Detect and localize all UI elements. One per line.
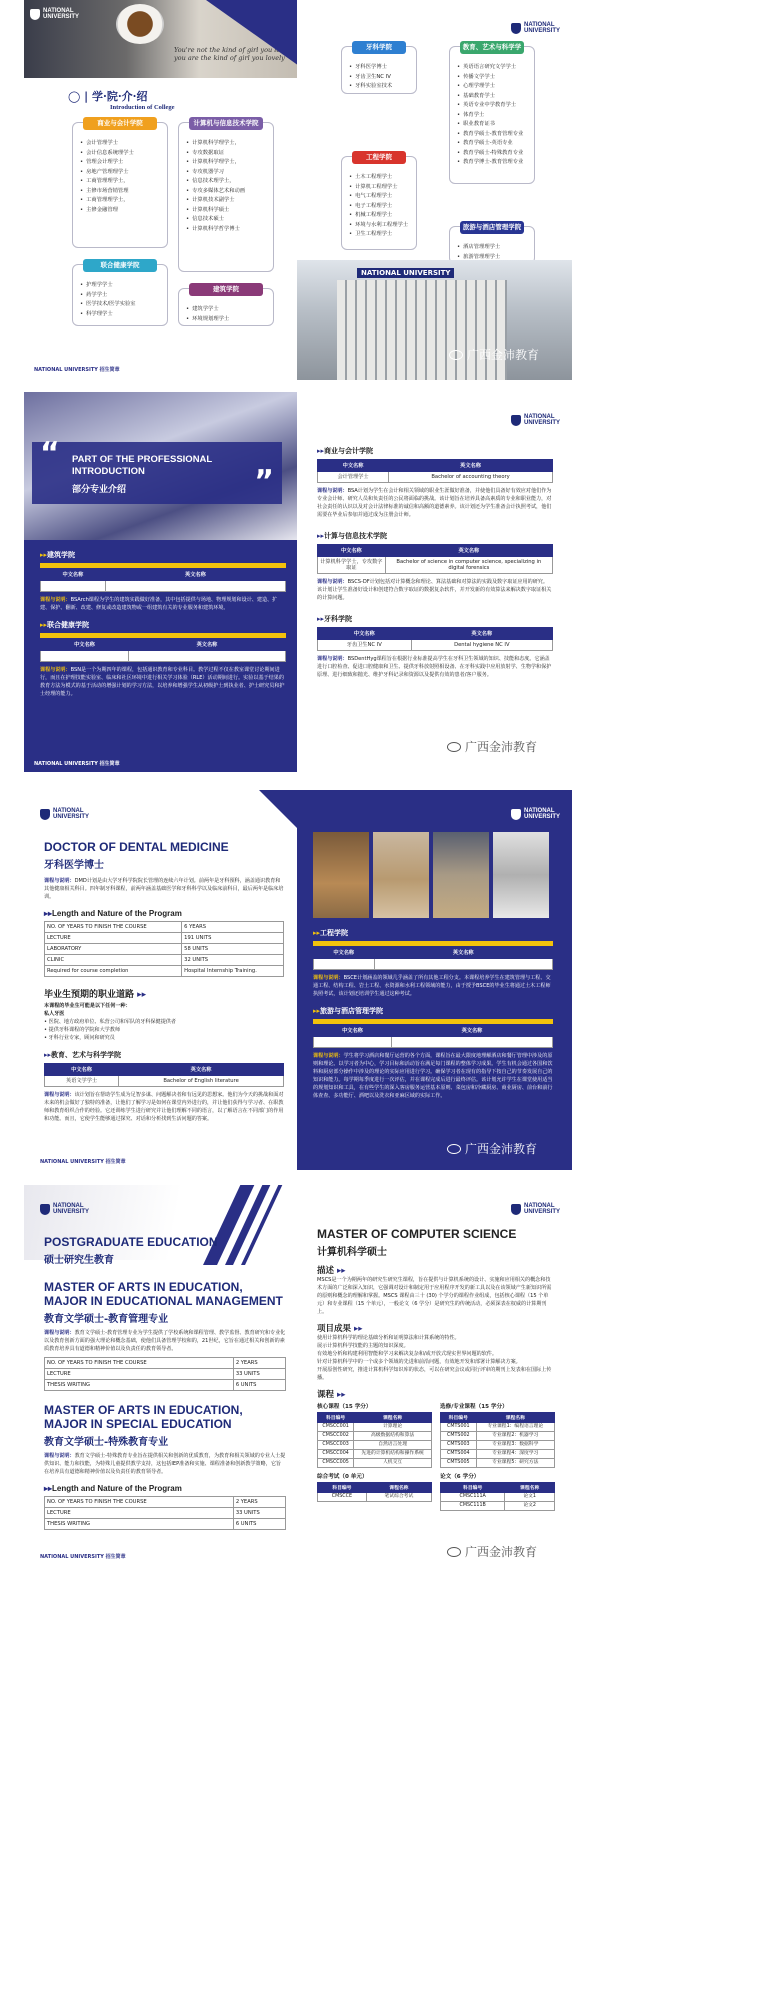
list-item: • 牙科行业专家，顾问和研究员	[44, 1035, 115, 1041]
list-item: • 会计管理学士	[80, 139, 160, 149]
table-cell: 自然语言处理	[354, 1441, 432, 1450]
list-item: • 酒店管理理学士	[457, 243, 527, 253]
watermark: 广西金沛教育	[447, 1543, 537, 1560]
quote-open-icon: “	[40, 436, 60, 471]
page-majors-1	[297, 392, 572, 772]
ma1-title-cn: 教育文学硕士-教育管理专业	[44, 1314, 169, 1325]
dental-head: ▸▸ 牙科学院	[317, 614, 553, 624]
ma2-title-en: MASTER OF ARTS IN EDUCATION, MAJOR IN SPECIAL EDUCATION	[44, 1403, 243, 1431]
list-item: • 护理学学士	[80, 281, 160, 291]
table-cell: LABORATORY	[45, 944, 182, 955]
table-row	[441, 1502, 555, 1511]
table-cell: CMSCC003	[318, 1441, 354, 1450]
table-row	[441, 1450, 555, 1459]
edu-cn: 英语文学学士	[45, 1076, 119, 1087]
logo: NATIONAL UNIVERSITY	[511, 808, 562, 820]
list-item: • 提供牙科课程的学院和大学教师	[44, 1027, 120, 1033]
list-item: • 主修金融管理	[80, 206, 160, 216]
edu-desc: 课程与说明：该计划旨在帮助学生成为足智多谋、问题解决者和有远见的思想家。他们为今天的挑战和面对未来的机会做好了独特的准备，让他们了解学习是如何在课堂内外进行的，并让他们获得与学习者、在职教师和教育组织合作的经验。它还训练学生进行研究并让他们理解不同的语言，以了解语言在不同部门的作用和功能。而且，它使学生能够通过探究、对话和分析找到生活问题的答案。	[44, 1092, 284, 1122]
table-cell: 2 YEARS	[233, 1497, 285, 1508]
col-cn: 中文名称	[318, 628, 412, 640]
health-table	[40, 638, 286, 662]
list-item: 开展原创性研究，推进计算机科学知识库的状态，可以在研究会议或同行评审的期刊上发表和在国际上传播。	[317, 1367, 552, 1381]
coffee-photo	[24, 0, 316, 78]
table-cell: CMTS001	[441, 1423, 477, 1432]
list-item: • 环境规划理学士	[186, 315, 266, 325]
wechat-icon	[449, 350, 463, 360]
ddm-length-head: ▸▸ Length and Nature of the Program	[44, 909, 284, 918]
business-table	[317, 459, 553, 483]
list-item: • 专攻多媒体艺术和动画	[186, 187, 266, 197]
table-cell: 计算理论	[354, 1423, 432, 1432]
list-item: • 计算机科学硕士	[186, 206, 266, 216]
table-row	[441, 1459, 555, 1468]
college-business-head: 商业与会计学院	[83, 117, 157, 130]
arch-head: ▸▸ 建筑学院	[40, 550, 286, 560]
table-cell: 32 UNITS	[182, 955, 284, 966]
arch-cn: 建筑学学士	[41, 581, 106, 592]
col-en: 英文名称	[411, 628, 552, 640]
col-en: 英文名称	[119, 1064, 284, 1076]
table-row	[45, 1380, 286, 1391]
ma2-table	[44, 1496, 286, 1530]
hotel-en: bachelor of hotel management	[391, 1037, 552, 1048]
list-item: • 传播文学学士	[457, 73, 527, 83]
table-cell: 专业课程5：研究方法	[476, 1459, 554, 1468]
eng-desc: 课程与说明：BSCE计划涵盖的领域几乎涵盖了所有其他工程分支。本课程培养学生在建筑管理与工程、交通工程、结构工程、岩土工程、水资源和水利工程领域的能力，由于授予BSCE的毕业生将通过土木工程师执照考试，该计划还培训学生通过这种考试。	[313, 975, 551, 997]
col-head: 科目编号	[318, 1413, 354, 1423]
col-en: 英文名称	[128, 639, 285, 651]
table-cell: LECTURE	[45, 1369, 234, 1380]
court-photo-3	[433, 832, 489, 918]
list-item: • 体育学士	[457, 111, 527, 121]
mcs-title-cn: 计算机科学硕士	[317, 1247, 387, 1258]
ma1-desc: 课程与说明：教育文学硕士-教育管理专业为学生提供了学校系统和课程管理、教学监督、教育研究和专业化以及教育创新方面的强大理论和概念基础，使他们具备管理学校和的，21世纪，它旨在通过相关和创新的素质教育培养具有道德和精神价值以及负责任的教育领导者。	[44, 1330, 286, 1352]
col-cn: 中文名称	[318, 460, 389, 472]
ma1-table	[44, 1357, 286, 1391]
court-photo-4	[493, 832, 549, 918]
table-row	[45, 955, 284, 966]
edu-table	[44, 1063, 284, 1087]
table-cell: CMSCCE	[318, 1493, 367, 1502]
college-engineering-head: 工程学院	[352, 151, 406, 164]
list-item: • 教育学硕士-英语专业	[457, 139, 527, 149]
watermark: 广西金沛教育	[449, 346, 539, 363]
health-head: ▸▸ 联合健康学院	[40, 620, 286, 630]
list-item: • 教育学硕士-教育管理专业	[457, 130, 527, 140]
list-item: • 管理会计理学士	[80, 158, 160, 168]
table-cell: NO. OF YEARS TO FINISH THE COURSE	[45, 922, 182, 933]
col-head: 课程名称	[366, 1483, 431, 1493]
table-cell: LECTURE	[45, 1508, 234, 1519]
table-cell: 人机交互	[354, 1459, 432, 1468]
intro-title-cn: 部分专业介绍	[72, 485, 127, 495]
page-college-intro-2	[297, 0, 572, 380]
core-head: 核心课程（15 学分）	[317, 1404, 372, 1410]
health-desc: 课程与说明：BSN是一个为期四年的课程，包括通识教育和专业科目。教学过程不仅在教室课堂讨论期间进行，而且在护理技能实验室、临床和社区环境中进行相关学习体验（RLE）活动期间进行。实验以基于结果的教育方法为模式的基于活动的增强计划的学习方法，以培养和增强学生从初级护士到执业者、护士研究员和护士经理的能力。	[40, 667, 285, 697]
table-cell: CMTS002	[441, 1432, 477, 1441]
list-item: • 英语专业中学教育学士	[457, 101, 527, 111]
wechat-icon	[447, 1144, 461, 1154]
list-item: • 基础教育学士	[457, 92, 527, 102]
table-cell: 专业课程1：编程语言理论	[476, 1423, 554, 1432]
desc-head: 描述 ▸▸	[317, 1266, 346, 1276]
list-item: • 电子工程理学士	[349, 202, 409, 212]
list-item: • 旅游管理理学士	[457, 253, 527, 263]
col-en: 英文名称	[385, 545, 552, 557]
business-head: ▸▸ 商业与会计学院	[317, 446, 553, 456]
table-row	[441, 1493, 555, 1502]
cup-text: You're not the kind of girl you leave, you are the kind of girl you lovely	[174, 46, 294, 62]
list-item: • 电气工程理学士	[349, 192, 409, 202]
list-item: 使用计算机科学的理论基础分析和证明算法和计算系统的特性。	[317, 1335, 460, 1341]
col-en: 英文名称	[391, 1025, 552, 1037]
thesis-table	[440, 1482, 555, 1511]
list-item: • 科学理学士	[80, 310, 160, 320]
table-cell: NO. OF YEARS TO FINISH THE COURSE	[45, 1497, 234, 1508]
table-cell: 6 UNITS	[233, 1380, 285, 1391]
wechat-icon	[447, 742, 461, 752]
table-cell: 2 YEARS	[233, 1358, 285, 1369]
college-architecture	[178, 285, 274, 326]
list-item: • 专攻数据取证	[186, 149, 266, 159]
footer-logo: NATIONAL UNIVERSITY 招生简章	[34, 761, 120, 767]
col-cn: 中文名称	[41, 639, 129, 651]
ddm-length-table	[44, 921, 284, 977]
list-item: • 计算机工程理学士	[349, 183, 409, 193]
col-head: 科目编号	[318, 1483, 367, 1493]
col-cn: 中文名称	[45, 1064, 119, 1076]
table-row	[441, 1423, 555, 1432]
college-dental-head: 牙科学院	[352, 41, 406, 54]
table-cell: Hospital Internship Training.	[182, 966, 284, 977]
table-cell: Required for course completion	[45, 966, 182, 977]
ma2-title-cn: 教育文学硕士-特殊教育专业	[44, 1437, 169, 1448]
logo: NATIONAL UNIVERSITY	[30, 8, 81, 20]
health-en: bachelor of nursing	[128, 651, 285, 662]
logo: NATIONAL UNIVERSITY	[511, 414, 562, 426]
section-subtitle: Introduction of College	[110, 104, 175, 111]
college-dental	[341, 43, 417, 94]
list-item: • 卫生工程理学士	[349, 230, 409, 240]
list-item: • 环境与水利工程理学士	[349, 221, 409, 231]
computer-en: Bachelor of science in computer science, specializing in digital forensics	[385, 557, 552, 574]
college-business	[72, 119, 168, 248]
edu-head: ▸▸ 教育、艺术与科学学院	[44, 1050, 284, 1060]
list-item: • 英语语言研究文学学士	[457, 63, 527, 73]
list-item: 有效地分析和构建利用智能和学习来解决复杂和/或开放式现实世界问题的软件。	[317, 1351, 497, 1357]
table-cell: 191 UNITS	[182, 933, 284, 944]
logo: NATIONAL UNIVERSITY	[40, 1203, 91, 1215]
watermark: 广西金沛教育	[447, 1140, 537, 1157]
table-cell: CMSCC004	[318, 1450, 354, 1459]
college-tourism-head: 旅游与酒店管理学院	[460, 221, 524, 234]
court-photo-2	[373, 832, 429, 918]
table-cell: CMSCC002	[318, 1432, 354, 1441]
table-cell: 33 UNITS	[233, 1508, 285, 1519]
logo: NATIONAL UNIVERSITY	[40, 808, 91, 820]
table-cell: CMTS005	[441, 1459, 477, 1468]
table-cell: CMTS003	[441, 1441, 477, 1450]
list-item: • 房地产管理理学士	[80, 168, 160, 178]
exam-table	[317, 1482, 432, 1502]
core-table	[317, 1412, 432, 1468]
campus-sign: NATIONAL UNIVERSITY	[357, 268, 454, 278]
table-row	[318, 1432, 432, 1441]
col-head: 课程名称	[505, 1483, 555, 1493]
watermark: 广西金沛教育	[447, 738, 537, 755]
list-item: • 职业教育证书	[457, 120, 527, 130]
career-sub: 本课程的毕业生可能是以下任何一种：	[44, 1003, 131, 1009]
ma2-length-head: ▸▸ Length and Nature of the Program	[44, 1484, 286, 1493]
pg-title-cn: 硕士研究生教育	[44, 1255, 114, 1266]
computer-head: ▸▸ 计算与信息技术学院	[317, 531, 553, 541]
mcs-desc: MSCS是一个为期两年的研究生研究生课程，旨在提供与计算机系统的设计、实施和应用相关的概念和技术方面的广泛和深入知识，它强调对设计和制定用于应用程序开发的新工具以及在该领域产生新知识所需的原则和概念的理解和掌握。MSCS 课程由三十 (30) 个学分的课程作业组成，包括核心课程（15 个单元）和专业课程（15 个单元），一般论文（6 学分）是研究生的传统活动，必须深表在权威的计算期刊上。	[317, 1277, 552, 1315]
dental-table	[317, 627, 553, 651]
college-education-head: 教育、艺术与科学学院	[460, 41, 524, 54]
table-cell: 论文2	[505, 1502, 555, 1511]
footer-logo: NATIONAL UNIVERSITY 招生简章	[34, 367, 120, 373]
col-cn: 中文名称	[314, 947, 375, 959]
logo: NATIONAL UNIVERSITY	[511, 22, 562, 34]
table-cell: THESIS WRITING	[45, 1519, 234, 1530]
table-row	[45, 1369, 286, 1380]
eng-head: ▸▸ 工程学院	[313, 928, 553, 938]
list-item: • 牙齿卫生NC IV	[349, 73, 409, 83]
sports-photos	[313, 832, 549, 918]
career-head: 毕业生预期的职业道路 ▸▸	[44, 990, 147, 1000]
list-item: • 信息技术理学士，	[186, 177, 266, 187]
list-item: • 计算机科学哲学博士	[186, 225, 266, 235]
intro-title-box	[32, 436, 282, 504]
footer-logo: NATIONAL UNIVERSITY 招生简章	[40, 1554, 126, 1560]
college-education	[449, 43, 535, 184]
ddm-title-cn: 牙科医学博士	[44, 860, 104, 871]
career-sub2: 私人牙医	[44, 1011, 65, 1017]
col-head: 科目编号	[441, 1483, 505, 1493]
list-item: • 主修市场营销管理	[80, 187, 160, 197]
computer-cn: 计算机科学学士，专攻数字取证	[318, 557, 386, 574]
college-architecture-head: 建筑学院	[189, 283, 263, 296]
business-desc: 课程与说明：BSA计划为学生在会计和相关领域的职业生涯做好准备，并使他们具备好有效应对他们作为专业会计师、研究人员和负责任的公民将面临的挑战。该计划旨在培养具备高素质的专业和职业能力，对社会责任的认识以及对会计法律标准的诚信和高额的道德素养。该计划还为学生准备会计执照考试，他们需要在毕业后参加并通过成为注册会计师。	[317, 488, 552, 518]
corner-triangle	[259, 790, 299, 830]
table-cell: CMSCC001	[318, 1423, 354, 1432]
list-item: • 计算机科学理学士，	[186, 158, 266, 168]
table-cell: 专业课程4：深度学习	[476, 1450, 554, 1459]
quote-close-icon: ”	[254, 464, 274, 499]
table-row	[45, 1519, 286, 1530]
ddm-title-en: DOCTOR OF DENTAL MEDICINE	[44, 840, 229, 854]
elec-head: 选修/专业课程（15 学分）	[440, 1404, 508, 1410]
list-item: • 机械工程理学士	[349, 211, 409, 221]
col-en: 英文名称	[105, 569, 285, 581]
hotel-desc: 课程与说明：学生将学习酒店和餐厅运营的各个方面，课程旨在最大限度地理解酒店和餐厅管理中涉及的原则和理论。以学习者为中心，学习目标和活动旨在满足每门课程的整体学习成果。学生有机会通过各国和饮料和厨房部分操作中涉及的理论的实际应用进行学习。确保学习者在现有的指导下按自己的节奏发展自己的知识和能力。每学期每季度进行一次评估，并在课程完成后进行最终评估。该计划允许学生在课堂使用适当的规划知识和工具，在有些学生的深入客房服务运营基本原则、菜包房和冷藏厨房、商业厨房、前台和前行体查查、多功能厅、酒吧以及洗衣和亚麻区域的实际工作。	[313, 1053, 553, 1099]
table-cell: CMTS004	[441, 1450, 477, 1459]
table-row	[441, 1432, 555, 1441]
table-row	[45, 933, 284, 944]
course-head: 课程 ▸▸	[317, 1390, 346, 1400]
list-item: • 工商管理理学士，	[80, 177, 160, 187]
table-row	[45, 944, 284, 955]
table-row	[318, 1459, 432, 1468]
list-item: • 会计信息系统理学士	[80, 149, 160, 159]
exam-head: 综合考试（0 单元）	[317, 1474, 368, 1480]
page-dental-medicine	[24, 790, 299, 1170]
business-cn: 会计管理学士	[318, 472, 389, 483]
table-cell: LECTURE	[45, 933, 182, 944]
col-head: 课程名称	[476, 1413, 554, 1423]
college-engineering	[341, 153, 417, 250]
hotel-head: ▸▸ 旅游与酒店管理学院	[313, 1006, 553, 1016]
table-cell: 高级数据结构和算法	[354, 1432, 432, 1441]
col-cn: 中文名称	[41, 569, 106, 581]
list-item: • 建筑学学士	[186, 305, 266, 315]
list-item: • 心理学理学士	[457, 82, 527, 92]
hotel-cn: 酒店管理理学士	[314, 1037, 392, 1048]
page-professional-intro	[24, 392, 299, 772]
table-row	[318, 1493, 432, 1502]
edu-en: Bachelor of English literature	[119, 1076, 284, 1087]
dental-en: Dental hygiene NC IV	[411, 640, 552, 651]
table-row	[45, 1358, 286, 1369]
college-computer-head: 计算机与信息技术学院	[189, 117, 263, 130]
college-computer	[178, 119, 274, 272]
hotel-table	[313, 1024, 553, 1048]
mcs-title-en: MASTER OF COMPUTER SCIENCE	[317, 1227, 517, 1241]
table-row	[45, 922, 284, 933]
college-health	[72, 261, 168, 326]
dental-cn: 牙齿卫生NC IV	[318, 640, 412, 651]
list-item: 展示计算机科学技能的主题的知识深度。	[317, 1343, 409, 1349]
business-en: Bachelor of accounting theory	[389, 472, 553, 483]
list-item: • 医学技术/医学实验室	[80, 300, 160, 310]
thesis-head: 论文（6 学分）	[440, 1474, 480, 1480]
table-cell: 58 UNITS	[182, 944, 284, 955]
ma2-desc: 课程与说明：教育文学硕士-特殊教育专业旨在提供相关和创新的优质教育，为教育和相关领域的专业人士提供知识、能力和技能，为特殊儿童提供教学支持，这包括IEP准备和实施、课程准备和创新教学策略，它旨在培养具有道德和精神价值以及负责任的教育领导者。	[44, 1453, 286, 1475]
college-health-head: 联合健康学院	[83, 259, 157, 272]
arch-desc: 课程与说明：BSArch课程为学生的建筑实践做好准备，其中包括提供与场地、物理规划和设计、建造、扩建、保护、翻新、改建、修复或改造建筑物或一组建筑有关的专业服务和建筑环境。	[40, 597, 278, 611]
table-row	[45, 1497, 286, 1508]
computer-desc: 课程与说明：BSCS-DF计划包括对计算概念和理论、算法基础和对算法的实践及数字取证应用的研究。该计划让学生准备好设计和创建符合数字取证的数据复杂软件，并开发新的有效算法来解决数字取证相关的计算问题。	[317, 579, 552, 601]
col-head: 课程名称	[354, 1413, 432, 1423]
section-title: ◯ | 学·院·介·绍	[68, 90, 148, 103]
logo: NATIONAL UNIVERSITY	[511, 1203, 562, 1215]
outcome-head: 项目成果 ▸▸	[317, 1324, 363, 1334]
table-row	[441, 1441, 555, 1450]
dental-desc: 课程与说明：BSDentHyg课程旨在根据行业标准提高学生在牙科卫生领域的知识、技能和态度。它涵盖进行口腔检查、促进口腔健康和卫生、提供牙科放射照相设备、在牙科实践中应用放射学、生物学和保护原理、进行细致和抛光、维护牙科记录和资源以及提供有效的患者/客户服务。	[317, 656, 552, 678]
table-cell: 6 UNITS	[233, 1519, 285, 1530]
eng-en: Bachelor of science in civil engineering	[374, 959, 553, 970]
court-photo-1	[313, 832, 369, 918]
ddm-intro: 课程与说明：DMD计划是由大学牙科学院院长管理的连续六年计划。前两年是牙科预科，涵盖通识教育和其他健康相关科目。四年制牙科课程，前两年涵盖基础医学和牙科科学以及临床前科目，最后两年是临床培训。	[44, 878, 284, 900]
table-cell: 论文1	[505, 1493, 555, 1502]
college-tourism	[449, 223, 535, 264]
table-row	[45, 966, 284, 977]
col-cn: 中文名称	[318, 545, 386, 557]
table-cell: 专业课程2：机器学习	[476, 1432, 554, 1441]
list-item: • 土木工程理学士	[349, 173, 409, 183]
eng-table	[313, 946, 553, 970]
col-en: 英文名称	[374, 947, 553, 959]
table-cell: CMSCC005	[318, 1459, 354, 1468]
page-postgraduate	[24, 1185, 299, 1565]
elec-table	[440, 1412, 555, 1468]
page-mcs	[297, 1185, 572, 1565]
table-cell: NO. OF YEARS TO FINISH THE COURSE	[45, 1358, 234, 1369]
table-cell: 专业课程3：数据科学	[476, 1441, 554, 1450]
list-item: • 药学学士	[80, 291, 160, 301]
eng-cn: 土木工程学士	[314, 959, 375, 970]
arch-en: Bachelor of architecture theory	[105, 581, 285, 592]
list-item: 针对计算机科学中的一个或多个领域的先进和前沿问题，有效地开发和部署计算解决方案。	[317, 1359, 521, 1365]
intro-title-en: PART OF THE PROFESSIONAL INTRODUCTION	[72, 454, 213, 477]
list-item: • 专攻机器学习	[186, 168, 266, 178]
computer-table	[317, 544, 553, 574]
arch-table	[40, 568, 286, 592]
col-head: 科目编号	[441, 1413, 477, 1423]
list-item: • 工商管理理学士，	[80, 196, 160, 206]
col-cn: 中文名称	[314, 1025, 392, 1037]
list-item: • 信息技术硕士	[186, 215, 266, 225]
list-item: • 牙科实验室技术	[349, 82, 409, 92]
col-en: 英文名称	[389, 460, 553, 472]
footer-logo: NATIONAL UNIVERSITY 招生简章	[40, 1159, 126, 1165]
pg-title-en: POSTGRADUATE EDUCATION	[44, 1235, 218, 1249]
table-cell: CLINIC	[45, 955, 182, 966]
list-item: • 教育学博士-教育管理专业	[457, 158, 527, 168]
table-cell: CMSC111A	[441, 1493, 505, 1502]
table-cell: THESIS WRITING	[45, 1380, 234, 1391]
coffee-cup-icon	[116, 4, 164, 44]
table-cell: 笔试综合考试	[366, 1493, 431, 1502]
health-cn: 护理学学士	[41, 651, 129, 662]
table-row	[45, 1508, 286, 1519]
table-cell: 先进的计算机结构和操作系统	[354, 1450, 432, 1459]
ma1-title-en: MASTER OF ARTS IN EDUCATION, MAJOR IN EDUCATIONAL MANAGEMENT	[44, 1280, 283, 1308]
page-college-intro	[24, 0, 316, 380]
table-cell: 33 UNITS	[233, 1369, 285, 1380]
list-item: • 计算机科学理学士，	[186, 139, 266, 149]
list-item: • 教育学硕士-特殊教育专业	[457, 149, 527, 159]
table-row	[318, 1423, 432, 1432]
page-majors-2	[297, 790, 572, 1170]
wechat-icon	[447, 1547, 461, 1557]
list-item: • 牙科医学博士	[349, 63, 409, 73]
table-cell: 6 YEARS	[182, 922, 284, 933]
table-cell: CMSC111B	[441, 1502, 505, 1511]
list-item: • 计算机技术副学士	[186, 196, 266, 206]
table-row	[318, 1441, 432, 1450]
table-row	[318, 1450, 432, 1459]
list-item: • 医院、地方政府单位、私营公司和军队的牙科保健提供者	[44, 1019, 176, 1025]
